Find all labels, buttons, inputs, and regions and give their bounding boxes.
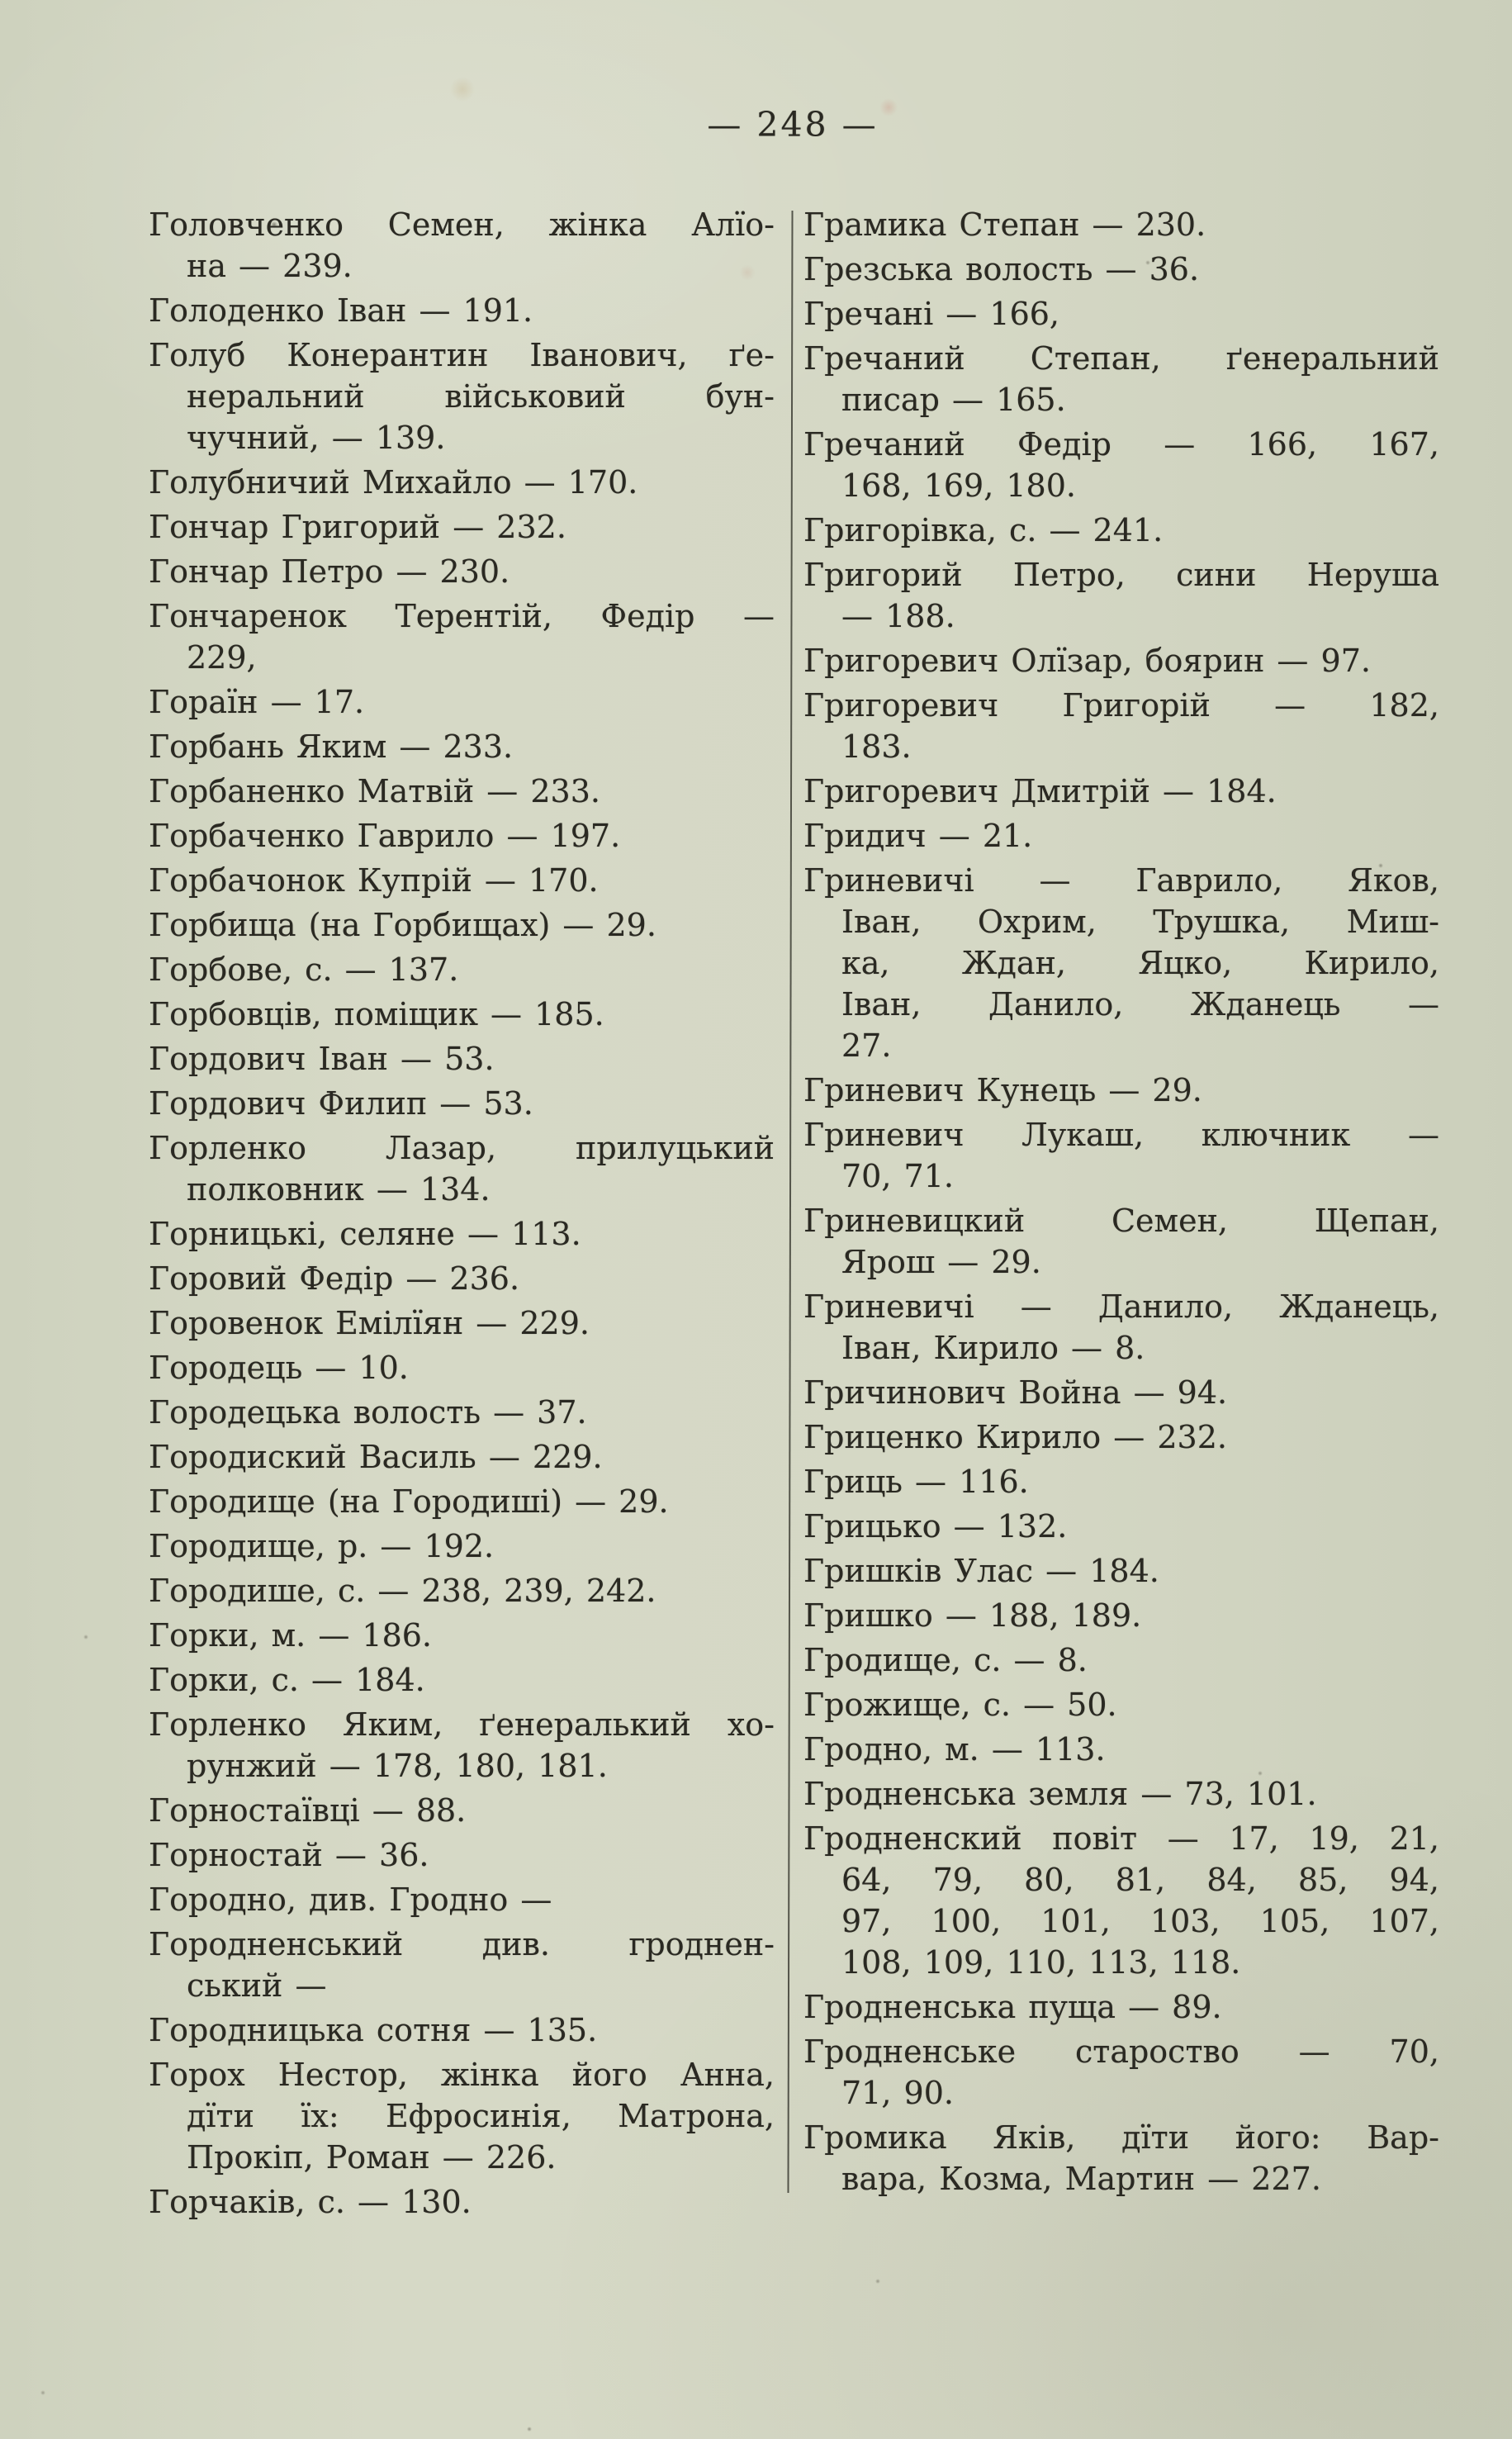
index-entry-line: Горовенок Емілїян — 229.: [149, 1305, 590, 1341]
index-entry-line: 97, 100, 101, 103, 105, 107,: [841, 1903, 1439, 1939]
index-entry-line: Гриневич Кунець — 29.: [803, 1072, 1202, 1108]
index-entry: [149, 1704, 775, 1787]
index-entry-line: неральний військовий бун-: [187, 378, 775, 415]
index-entry: [149, 904, 775, 946]
index-entry-line: 70, 71.: [841, 1158, 954, 1194]
index-entry-line: Гродно, м. — 113.: [803, 1731, 1106, 1768]
index-entry-line: Голоденко Іван — 191.: [149, 292, 533, 329]
index-entry-line: Гордович Іван — 53.: [149, 1041, 495, 1077]
page-number: — 248 —: [707, 105, 879, 145]
index-entry-line: 27.: [841, 1027, 892, 1064]
index-entry: [149, 1083, 775, 1124]
index-entry: [149, 596, 775, 678]
index-entry: [803, 1729, 1439, 1770]
index-entry-line: Гончар Григорий — 232.: [149, 509, 566, 545]
index-entry-line: Городецька волость — 37.: [149, 1394, 587, 1431]
index-entry: [149, 726, 775, 767]
index-entry: [803, 1416, 1439, 1458]
index-entry-line: Горбовців, поміщик — 185.: [149, 996, 604, 1032]
index-entry-line: — 188.: [841, 598, 955, 634]
index-entry-line: Гродище, с. — 8.: [803, 1642, 1088, 1678]
index-entry: [149, 2054, 775, 2178]
index-entry: [803, 293, 1439, 335]
index-entry-line: Гричинович Война — 94.: [803, 1374, 1228, 1411]
index-entry-line: Городненський див. гроднен-: [149, 1926, 775, 1962]
index-entry: [149, 771, 775, 812]
index-entry-line: Григорівка, с. — 241.: [803, 512, 1164, 548]
index-entry: [803, 1372, 1439, 1413]
index-entry-line: Грицько — 132.: [803, 1508, 1068, 1545]
index-entry-line: Гречаний Федір — 166, 167,: [803, 426, 1439, 463]
index-entry-line: Горностай — 36.: [149, 1837, 429, 1873]
index-entry-line: Гришко — 188, 189.: [803, 1597, 1142, 1634]
index-entry-line: Прокіп, Роман — 226.: [187, 2139, 557, 2176]
index-entry-line: Горбачонок Купрій — 170.: [149, 862, 599, 899]
index-entry: [803, 338, 1439, 420]
index-entry-line: Горбаченко Гаврило — 197.: [149, 818, 621, 854]
index-entry-line: Гродненська земля — 73, 101.: [803, 1776, 1317, 1812]
index-entry-line: Голуб Конерантин Іванович, ґе-: [149, 337, 775, 373]
index-entry: [803, 1506, 1439, 1547]
column-divider: [787, 211, 793, 2193]
index-entry: [149, 1834, 775, 1876]
index-entry-line: полковник — 134.: [187, 1171, 491, 1208]
index-entry-line: 183.: [841, 728, 912, 765]
index-entry-line: Горовий Федір — 236.: [149, 1260, 520, 1297]
index-entry: [149, 1347, 775, 1388]
index-entry-line: писар — 165.: [841, 382, 1066, 418]
index-entry: [803, 2031, 1439, 2114]
index-entry: [149, 506, 775, 548]
index-entry: [149, 1526, 775, 1567]
index-entry-line: Ярош — 29.: [841, 1244, 1041, 1280]
index-entry: [803, 1773, 1439, 1815]
index-entry-line: Громика Яків, дїти його: Вар-: [803, 2119, 1439, 2156]
index-entry-line: Горчаків, с. — 130.: [149, 2184, 472, 2220]
index-entry-line: Головченко Семен, жінка Алїо-: [149, 206, 775, 243]
index-entry: [803, 1286, 1439, 1369]
index-entry-line: ка, Ждан, Яцко, Кирило,: [841, 945, 1439, 981]
index-entry: [149, 860, 775, 901]
index-entry: [149, 1436, 775, 1478]
index-entry-line: 64, 79, 80, 81, 84, 85, 94,: [841, 1862, 1439, 1898]
index-entry: [149, 1038, 775, 1080]
index-entry-line: вара, Козма, Мартин — 227.: [841, 2161, 1321, 2197]
index-entry-line: Горки, с. — 184.: [149, 1662, 425, 1698]
index-entry-line: Іван, Охрим, Трушка, Миш-: [841, 904, 1439, 940]
index-entry-line: Гораїн — 17.: [149, 684, 365, 720]
index-entry-line: Григоревич Олїзар, боярин — 97.: [803, 643, 1371, 679]
index-entry-line: дїти їх: Ефросинія, Матрона,: [187, 2098, 775, 2134]
index-entry-line: Городець — 10.: [149, 1350, 409, 1386]
index-entry-line: Гриценко Кирило — 232.: [803, 1419, 1227, 1455]
index-entry: [149, 815, 775, 856]
index-entry-line: Гродненське староство — 70,: [803, 2033, 1439, 2070]
index-entry: [149, 2181, 775, 2223]
index-entry: [149, 1392, 775, 1433]
index-entry-line: Григоревич Дмитрій — 184.: [803, 773, 1277, 809]
index-entry: [149, 1659, 775, 1701]
index-entry-line: 71, 90.: [841, 2075, 954, 2111]
index-entry-line: Гриневичі — Гаврило, Яков,: [803, 862, 1439, 899]
index-entry: [803, 1550, 1439, 1592]
index-entry: [803, 1818, 1439, 1983]
index-entry-line: Горностаївці — 88.: [149, 1792, 467, 1829]
index-entry-line: чучний, — 139.: [187, 420, 446, 456]
index-entry: [803, 640, 1439, 681]
index-entry-line: Гриневич Лукаш, ключник —: [803, 1117, 1439, 1153]
index-entry-line: Городище, р. — 192.: [149, 1528, 495, 1564]
index-entry: [149, 1258, 775, 1299]
index-entry-line: Горленко Лазар, прилуцький: [149, 1130, 775, 1166]
index-entry: [803, 424, 1439, 506]
index-entry: [803, 1684, 1439, 1725]
index-entry-line: Іван, Данило, Жданець —: [841, 986, 1439, 1023]
index-entry-line: Григоревич Григорій — 182,: [803, 687, 1439, 724]
index-entry: [803, 860, 1439, 1066]
index-entry-line: 108, 109, 110, 113, 118.: [841, 1944, 1241, 1981]
index-entry: [803, 249, 1439, 290]
index-entry: [149, 462, 775, 503]
index-entry-line: Городище (на Городиші) — 29.: [149, 1483, 669, 1520]
index-entry-line: Горох Нестор, жінка його Анна,: [149, 2057, 775, 2093]
index-entry-line: Грезська волость — 36.: [803, 251, 1200, 287]
index-entry: [149, 994, 775, 1035]
index-entry-line: 229,: [187, 639, 257, 676]
index-entry-line: Горленко Яким, ґенералький хо-: [149, 1706, 775, 1743]
index-entry-line: ський —: [187, 1967, 327, 2004]
index-entry: [149, 1924, 775, 2006]
index-entry-line: Гришків Улас — 184.: [803, 1553, 1159, 1589]
index-entry: [803, 1461, 1439, 1502]
index-entry: [803, 1114, 1439, 1197]
index-entry-line: Городно, див. Гродно —: [149, 1881, 552, 1918]
index-entry-line: Гончаренок Терентій, Федір —: [149, 598, 775, 634]
index-entry: [149, 335, 775, 458]
index-entry-line: Грамика Степан — 230.: [803, 206, 1206, 243]
index-entry: [803, 2117, 1439, 2199]
index-entry: [803, 815, 1439, 856]
index-entry: [803, 771, 1439, 812]
index-entry: [149, 1879, 775, 1920]
index-entry-line: Горбань Яким — 233.: [149, 728, 514, 765]
index-entry-line: Гридич — 21.: [803, 818, 1033, 854]
index-entry-line: Григорий Петро, сини Неруша: [803, 557, 1439, 593]
index-entry-line: Гриневицкий Семен, Щепан,: [803, 1203, 1439, 1239]
index-entry-line: Горки, м. — 186.: [149, 1617, 433, 1654]
index-entry-line: Голубничий Михайло — 170.: [149, 464, 638, 501]
index-entry-line: Гречаний Степан, ґенеральний: [803, 340, 1439, 377]
index-entry-line: Горбове, с. — 137.: [149, 951, 459, 988]
index-entry: [803, 554, 1439, 637]
index-entry: [803, 510, 1439, 551]
index-entry-line: рунжий — 178, 180, 181.: [187, 1748, 608, 1784]
index-entry: [803, 204, 1439, 245]
index-entry: [803, 1639, 1439, 1681]
index-entry-line: Гродненский повіт — 17, 19, 21,: [803, 1820, 1439, 1857]
index-entry-line: Іван, Кирило — 8.: [841, 1330, 1145, 1366]
index-entry-line: на — 239.: [187, 248, 353, 284]
index-entry: [149, 551, 775, 592]
index-entry-line: Гриневичі — Данило, Жданець,: [803, 1288, 1439, 1325]
index-entry-line: Городише, с. — 238, 239, 242.: [149, 1573, 656, 1609]
index-entry-line: Горницькі, селяне — 113.: [149, 1216, 581, 1252]
index-entry: [149, 1790, 775, 1831]
index-entry: [149, 1213, 775, 1255]
index-entry-line: Гончар Петро — 230.: [149, 553, 510, 590]
index-entry: [149, 949, 775, 990]
index-entry: [803, 685, 1439, 767]
index-entry: [149, 1615, 775, 1656]
index-column-left: [149, 204, 775, 2226]
index-entry-line: Гречані — 166,: [803, 296, 1059, 332]
index-entry-line: Гродненська пуща — 89.: [803, 1989, 1222, 2025]
index-entry: [803, 1986, 1439, 2028]
index-entry-line: 168, 169, 180.: [841, 467, 1076, 504]
index-entry: [149, 681, 775, 723]
index-entry: [149, 204, 775, 287]
index-entry: [149, 2010, 775, 2051]
index-entry: [803, 1595, 1439, 1636]
index-entry-line: Грожище, с. — 50.: [803, 1687, 1117, 1723]
index-entry-line: Гордович Филип — 53.: [149, 1085, 533, 1122]
index-entry: [149, 290, 775, 331]
index-entry-line: Гриць — 116.: [803, 1464, 1029, 1500]
index-entry: [803, 1200, 1439, 1283]
index-entry: [149, 1127, 775, 1210]
index-column-right: [803, 204, 1439, 2203]
index-entry-line: Горбища (на Горбищах) — 29.: [149, 907, 656, 943]
index-entry: [149, 1481, 775, 1522]
index-entry-line: Городницька сотня — 135.: [149, 2012, 598, 2048]
index-entry-line: Горбаненко Матвій — 233.: [149, 773, 600, 809]
index-entry: [149, 1303, 775, 1344]
index-entry: [803, 1070, 1439, 1111]
index-entry-line: Городиский Василь — 229.: [149, 1439, 603, 1475]
index-entry: [149, 1570, 775, 1611]
